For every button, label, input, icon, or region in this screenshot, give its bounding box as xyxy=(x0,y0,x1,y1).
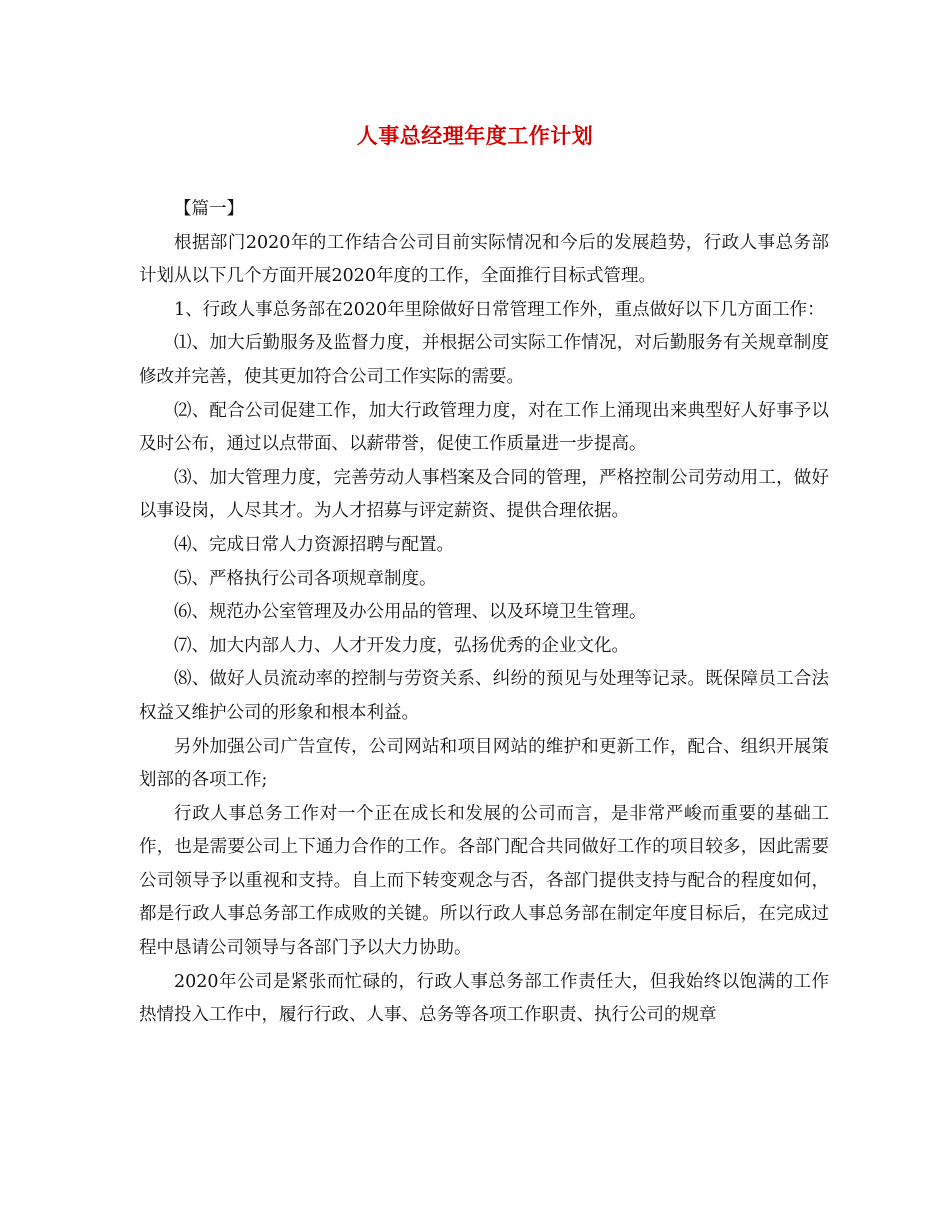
paragraph-subitem-7: ⑺、加大内部人力、人才开发力度，弘扬优秀的企业文化。 xyxy=(174,635,629,656)
document-title: 人事总经理年度工作计划 xyxy=(356,123,594,148)
paragraph-subitem-3: ⑶、加大管理力度，完善劳动人事档案及合同的管理，严格控制公司劳动用工，做好以事设岗，人尽其才。为人才招募与评定薪资、提供合理依据。 xyxy=(139,467,829,522)
paragraph-summary: 2020年公司是紧张而忙碌的，行政人事总务部工作责任大，但我始终以饱满的工作热情投入工作中，履行行政、人事、总务等各项工作职责、执行公司的规章 xyxy=(139,971,829,1026)
document-body xyxy=(139,193,829,1033)
paragraph-subitem-1: ⑴、加大后勤服务及监督力度，并根据公司实际工作情况，对后勤服务有关规章制度修改并完善，使其更加符合公司工作实际的需要。 xyxy=(139,333,829,387)
paragraph-subitem-8: ⑻、做好人员流动率的控制与劳资关系、纠纷的预见与处理等记录。既保障员工合法权益又维护公司的形象和根本利益。 xyxy=(139,669,829,723)
paragraph-intro: 根据部门2020年的工作结合公司目前实际情况和今后的发展趋势，行政人事总务部计划从以下几个方面开展2020年度的工作，全面推行目标式管理。 xyxy=(139,232,829,287)
paragraph-subitem-4: ⑷、完成日常人力资源招聘与配置。 xyxy=(174,534,454,555)
paragraph-subitem-5: ⑸、严格执行公司各项规章制度。 xyxy=(174,568,437,589)
paragraph-item-1: 1、行政人事总务部在2020年里除做好日常管理工作外，重点做好以下几方面工作： xyxy=(174,299,825,320)
paragraph-advertising: 另外加强公司广告宣传，公司网站和项目网站的维护和更新工作，配合、组织开展策划部的各项工作; xyxy=(139,736,829,791)
paragraph-subitem-6: ⑹、规范办公室管理及办公用品的管理、以及环境卫生管理。 xyxy=(174,602,647,623)
paragraph-importance: 行政人事总务工作对一个正在成长和发展的公司而言，是非常严峻而重要的基础工作，也是需要公司上下通力合作的工作。各部门配合共同做好工作的项目较多，因此需要公司领导予以重视和支持。自上而下转变观念与否，各部门提供支持与配合的程度如何，都是行政人事总务部工作成败的关键。所以行政人事总务部在制定年度目标后，在完成过程中恳请公司领导与各部门予以大力协助。 xyxy=(139,803,829,959)
section-label: 【篇一】 xyxy=(174,199,244,219)
paragraph-subitem-2: ⑵、配合公司促建工作，加大行政管理力度，对在工作上涌现出来典型好人好事予以及时公布，通过以点带面、以薪带誉，促使工作质量进一步提高。 xyxy=(139,400,829,455)
